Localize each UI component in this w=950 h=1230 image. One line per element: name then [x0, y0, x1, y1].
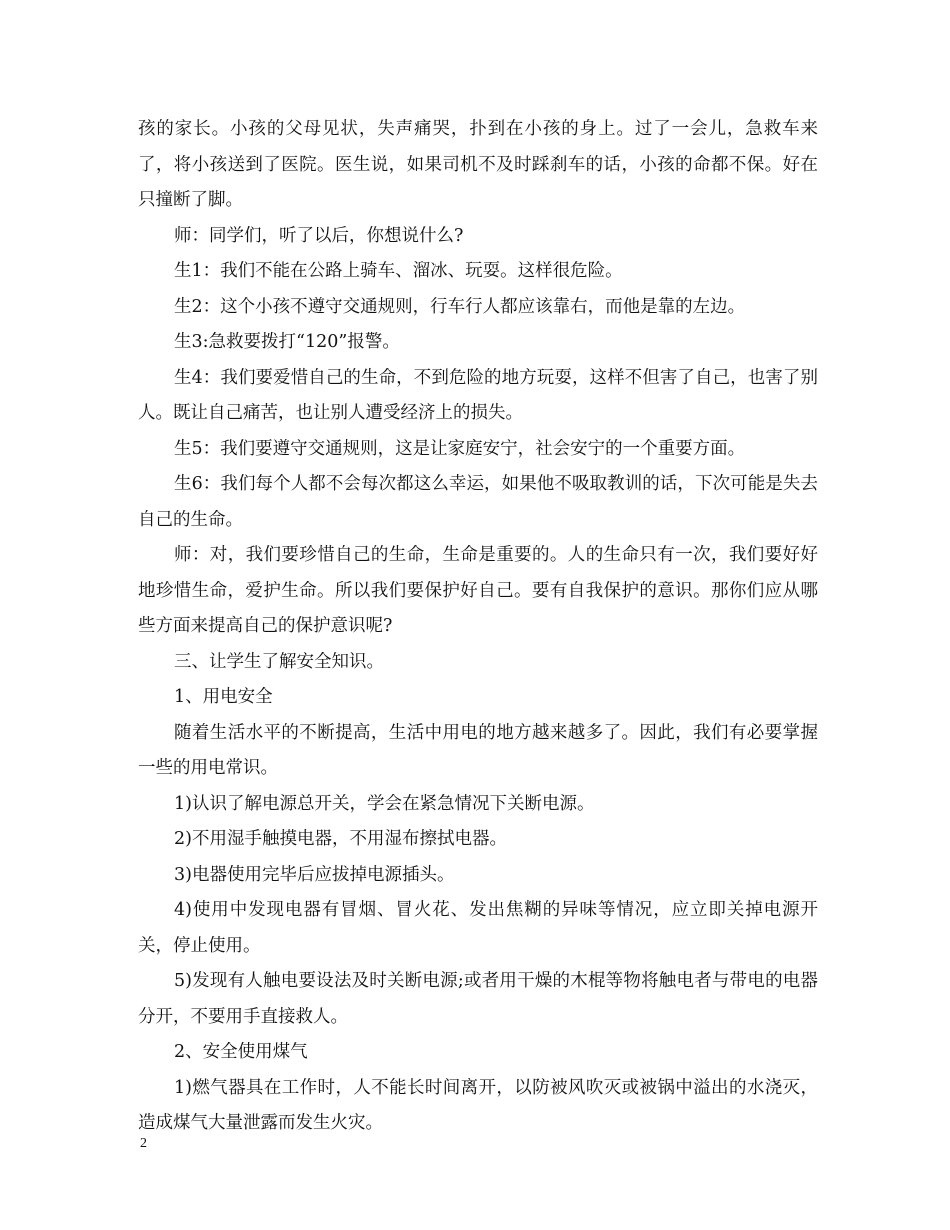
paragraph: 孩的家长。小孩的父母见状，失声痛哭，扑到在小孩的身上。过了一会儿，急救车来了，将小孩送到了医院。医生说，如果司机不及时踩刹车的话，小孩的命都不保。好在只撞断了脚。 [138, 119, 818, 210]
list-item: 1)认识了解电源总开关，学会在紧急情况下关断电源。 [174, 793, 595, 814]
subsection-heading: 2、安全使用煤气 [174, 1042, 308, 1062]
document-body [138, 112, 818, 1142]
paragraph: 生3:急救要拨打“120”报警。 [174, 332, 400, 352]
list-item: 4)使用中发现电器有冒烟、冒火花、发出焦糊的异味等情况，应立即关掉电源开关，停止使用。 [138, 900, 818, 956]
subsection-heading: 1、用电安全 [174, 687, 273, 707]
paragraph: 生2：这个小孩不遵守交通规则，行车行人都应该靠右，而他是靠的左边。 [174, 296, 746, 317]
paragraph: 师：对，我们要珍惜自己的生命，生命是重要的。人的生命只有一次，我们要好好地珍惜生命，爱护生命。所以我们要保护好自己。要有自我保护的意识。那你们应从哪些方面来提高自己的保护意识呢? [138, 545, 818, 636]
paragraph: 生5：我们要遵守交通规则，这是让家庭安宁，社会安宁的一个重要方面。 [174, 438, 746, 459]
page-number: 2 [140, 1136, 147, 1151]
paragraph: 师：同学们，听了以后，你想说什么? [174, 225, 464, 246]
paragraph: 生4：我们要爱惜自己的生命，不到危险的地方玩耍，这样不但害了自己，也害了别人。既让自己痛苦，也让别人遭受经济上的损失。 [138, 367, 818, 423]
list-item: 5)发现有人触电要设法及时关断电源;或者用干燥的木棍等物将触电者与带电的电器分开，不要用手直接救人。 [138, 971, 818, 1027]
paragraph: 生1：我们不能在公路上骑车、溜冰、玩耍。这样很危险。 [174, 261, 623, 281]
section-heading: 三、让学生了解安全知识。 [174, 651, 384, 672]
paragraph: 随着生活水平的不断提高，生活中用电的地方越来越多了。因此，我们有必要掌握一些的用电常识。 [138, 722, 818, 778]
list-item: 3)电器使用完毕后应拔掉电源插头。 [174, 864, 455, 885]
list-item: 1)燃气器具在工作时，人不能长时间离开，以防被风吹灭或被锅中溢出的水浇灭，造成煤气大量泄露而发生火灾。 [138, 1077, 818, 1133]
paragraph: 生6：我们每个人都不会每次都这么幸运，如果他不吸取教训的话，下次可能是失去自己的生命。 [138, 474, 818, 530]
list-item: 2)不用湿手触摸电器，不用湿布擦拭电器。 [174, 829, 507, 849]
